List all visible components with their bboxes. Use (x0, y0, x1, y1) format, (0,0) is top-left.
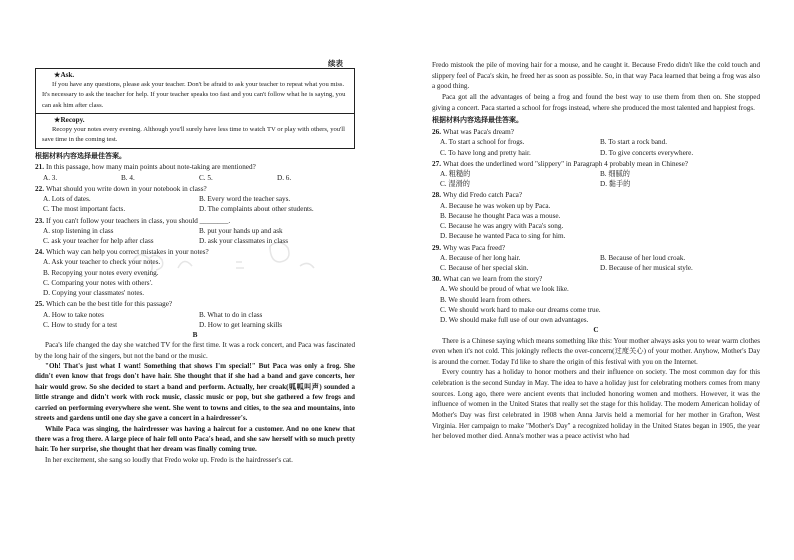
question-stem (35, 299, 355, 309)
question-text: Why did Fredo catch Paca? (442, 191, 523, 200)
question-number: 21. (35, 163, 44, 172)
ask-title: ★Ask. (54, 71, 75, 79)
option[interactable]: B. put your hands up and ask (199, 226, 283, 235)
option[interactable]: B. Every word the teacher says. (199, 195, 291, 204)
question-number: 30. (432, 275, 441, 284)
tips-box (35, 68, 355, 149)
option[interactable]: A. To start a school for frogs. (440, 138, 525, 147)
option[interactable]: D. We should make full use of our own advantages. (440, 316, 589, 325)
question-number: 25. (35, 300, 44, 309)
instruction-a: 根据材料内容选择最佳答案。 (35, 151, 126, 160)
option-list (35, 226, 355, 246)
question-stem (35, 162, 355, 172)
option[interactable]: D. The complaints about other students. (199, 205, 314, 214)
option[interactable]: B. 细腻的 (600, 170, 630, 179)
question-text: Which way can help you correct mistakes in your notes? (45, 248, 209, 257)
question-text: What can we learn from the story? (442, 275, 543, 284)
question-number: 27. (432, 159, 441, 168)
question-stem (432, 274, 760, 284)
question (35, 299, 355, 330)
question-text: What does the underlined word "slippery" in Paragraph 4 probably mean in Chinese? (442, 159, 688, 168)
option[interactable]: C. To have long and pretty hair. (440, 148, 531, 157)
option[interactable]: C. The most important facts. (43, 205, 126, 214)
question-number: 22. (35, 184, 44, 193)
option-list (35, 173, 355, 183)
option[interactable]: A. Because of her long hair. (440, 253, 521, 262)
option[interactable]: A. How to take notes (43, 310, 104, 319)
option[interactable]: D. Because of her musical style. (600, 263, 693, 272)
option[interactable]: C. Because he was angry with Paca's song. (440, 222, 564, 231)
question-text: Why was Paca freed? (442, 243, 506, 252)
question-text: What was Paca's dream? (442, 128, 514, 137)
option-list (432, 253, 760, 273)
question-stem (432, 159, 760, 169)
question-number: 24. (35, 248, 44, 257)
option[interactable]: B. Because he thought Paca was a mouse. (440, 211, 561, 220)
option-list (35, 310, 355, 330)
section-b-heading: B (192, 330, 198, 339)
recopy-title: ★Recopy. (54, 115, 85, 124)
question (432, 127, 760, 158)
option[interactable]: D. Because he wanted Paca to sing for him. (440, 232, 566, 241)
option[interactable]: B. Because of her loud croak. (600, 253, 686, 262)
paragraph: Every country has a holiday to honor mothers and their influence on society. The most common day for this celebration is the second Sunday in May. The idea to have a holiday just for celebrating mothers comes from many sources. Long ago, there were ancient events that included honoring women and mothers. However, it was the influence of women in the United States that really set the stage for this holiday. The modern American holiday of Mother's Day was first celebrated in 1908 when Anna Jarvis held a memorial for her mother in Grafton, West Virginia. Her campaign to make "Mother's Day" a recognized holiday in the United States began in 1905, the year her beloved mother died. Anna's mother was a peace activist who had (432, 368, 760, 441)
paragraph: There is a Chinese saying which means something like this: Your mother always asks you to wear warm clothes even when it's not cold. This jokingly reflects the over-concern(过度关心) of your mother. Anyhow, Mother's Day is around the corner. Today I'd like to share the origin of this festival with you on the Internet. (432, 336, 760, 366)
option[interactable]: B. To start a rock band. (600, 138, 668, 147)
option[interactable]: C. We should work hard to make our dreams come true. (440, 305, 601, 314)
question-stem (35, 184, 355, 194)
question-text: If you can't follow your teachers in class, you should ________. (45, 216, 231, 225)
question-stem (35, 247, 355, 257)
option-list (432, 169, 760, 189)
question (35, 184, 355, 215)
option[interactable]: D. ask your classmates in class (199, 237, 289, 245)
option[interactable]: D. 6. (277, 173, 292, 182)
question-text: In this passage, how many main points about note-taking are mentioned? (45, 163, 256, 172)
option[interactable]: C. Because of her special skin. (440, 263, 529, 272)
page-mark: 续表 (328, 59, 343, 68)
option[interactable]: D. Copying your classmates' notes. (43, 289, 145, 298)
left-column (35, 58, 355, 465)
question-number: 29. (432, 243, 441, 252)
paragraph: Paca's life changed the day she watched TV for the first time. It was a rock concert, and Paca was fascinated by the long hair of the singers, but not the band or the music. (35, 341, 355, 360)
recopy-text: Recopy your notes every evening. Although you'll surely have less time to watch TV or play with others, you'll save time in the coming test. (42, 126, 345, 144)
option-list (35, 194, 355, 214)
option[interactable]: C. 湿滑的 (440, 180, 470, 189)
option[interactable]: C. ask your teacher for help after class (43, 237, 154, 245)
option[interactable]: A. 粗糙的 (440, 170, 471, 179)
option[interactable]: C. 5. (199, 173, 213, 182)
question-number: 26. (432, 128, 441, 137)
option[interactable]: A. Because he was woken up by Paca. (440, 201, 551, 210)
passage-b-left (35, 340, 355, 465)
passage-c (432, 336, 760, 442)
option[interactable]: A. Lots of dates. (43, 195, 91, 204)
question-stem (35, 216, 355, 226)
recopy-section (36, 113, 354, 148)
question-text: What should you write down in your notebook in class? (45, 184, 207, 193)
option[interactable]: D. 黏手的 (600, 180, 631, 189)
passage-b-right (432, 60, 760, 113)
question (432, 159, 760, 190)
paragraph: Paca got all the advantages of being a frog and found the best way to use them from then on. She stopped giving a concert. Paca started a school for frogs instead, where she produced the most talented and happiest frogs. (432, 92, 760, 112)
question-number: 23. (35, 216, 44, 225)
question (432, 274, 760, 325)
question-stem (432, 243, 760, 253)
option[interactable]: B. 4. (121, 173, 135, 182)
question-text: Which can be the best title for this passage? (45, 300, 173, 309)
option[interactable]: C. How to study for a test (43, 320, 118, 329)
question-stem (432, 190, 760, 200)
instruction-b: 根据材料内容选择最佳答案。 (432, 116, 523, 125)
questions-right (432, 127, 760, 325)
option-list (35, 257, 355, 298)
questions-left (35, 162, 355, 330)
option[interactable]: A. Ask your teacher to check your notes. (43, 258, 161, 267)
paragraph: In her excitement, she sang so loudly that Fredo woke up. Fredo is the hairdresser's cat. (45, 455, 293, 464)
question (35, 247, 355, 298)
paragraph: "Oh! That's just what I want! Something that shows I'm special!" But Paca was only a frog. She didn't even know that frogs don't have hair. She thought that if she had a band and gave concerts, her hair would grow. So she decided to start a band and perform. Actually, her croak(呱呱叫声) sounded a little strange and didn't work with rock music, classic music or pop, but she gathered a few frogs and carried on performing everywhere she went. She went to towns and cities, to the sea and mountains, into streets and gardens until one day she gave a concert in a hairdresser's. (35, 362, 355, 423)
question-stem (432, 127, 760, 137)
ask-text: If you have any questions, please ask your teacher. Don't be afraid to ask your teacher to repeat what you miss. It's necessary to ask the teacher for help. If your teacher speaks too fast and you can't follow what he is saying, you can ask him after class. (42, 81, 346, 109)
question (432, 243, 760, 274)
question (35, 162, 355, 182)
option-list (432, 284, 760, 325)
ask-section (36, 69, 354, 113)
question-number: 28. (432, 191, 441, 200)
question (35, 216, 355, 247)
option[interactable]: A. 3. (43, 173, 58, 182)
option[interactable]: B. Recopying your notes every evening. (43, 268, 159, 277)
option[interactable]: A. We should be proud of what we look like. (440, 285, 569, 294)
paragraph: While Paca was singing, the hairdresser was having a haircut for a customer. And no one knew that there was a frog there. A large piece of hair fell onto Paca's head, and she saw herself with so much pretty hair. To her surprise, she thought that her dream was finally coming true. (35, 424, 355, 454)
option[interactable]: B. What to do in class (199, 310, 263, 319)
right-column (432, 60, 760, 442)
option[interactable]: C. Comparing your notes with others'. (43, 278, 153, 287)
option[interactable]: B. We should learn from others. (440, 295, 532, 304)
paragraph: Fredo mistook the pile of moving hair for a mouse, and he caught it. Because Fredo didn't like the cold touch and slippery feel of Paca's skin, he freed her as soon as possible. So, in that way Paca learned that being a frog was also a good thing. (432, 61, 760, 91)
option[interactable]: D. How to get learning skills (199, 320, 283, 329)
option-list (432, 137, 760, 157)
option[interactable]: D. To give concerts everywhere. (600, 148, 694, 157)
question (432, 190, 760, 241)
section-c-heading: C (593, 326, 599, 335)
option-list (432, 201, 760, 242)
option[interactable]: A. stop listening in class (43, 226, 114, 235)
